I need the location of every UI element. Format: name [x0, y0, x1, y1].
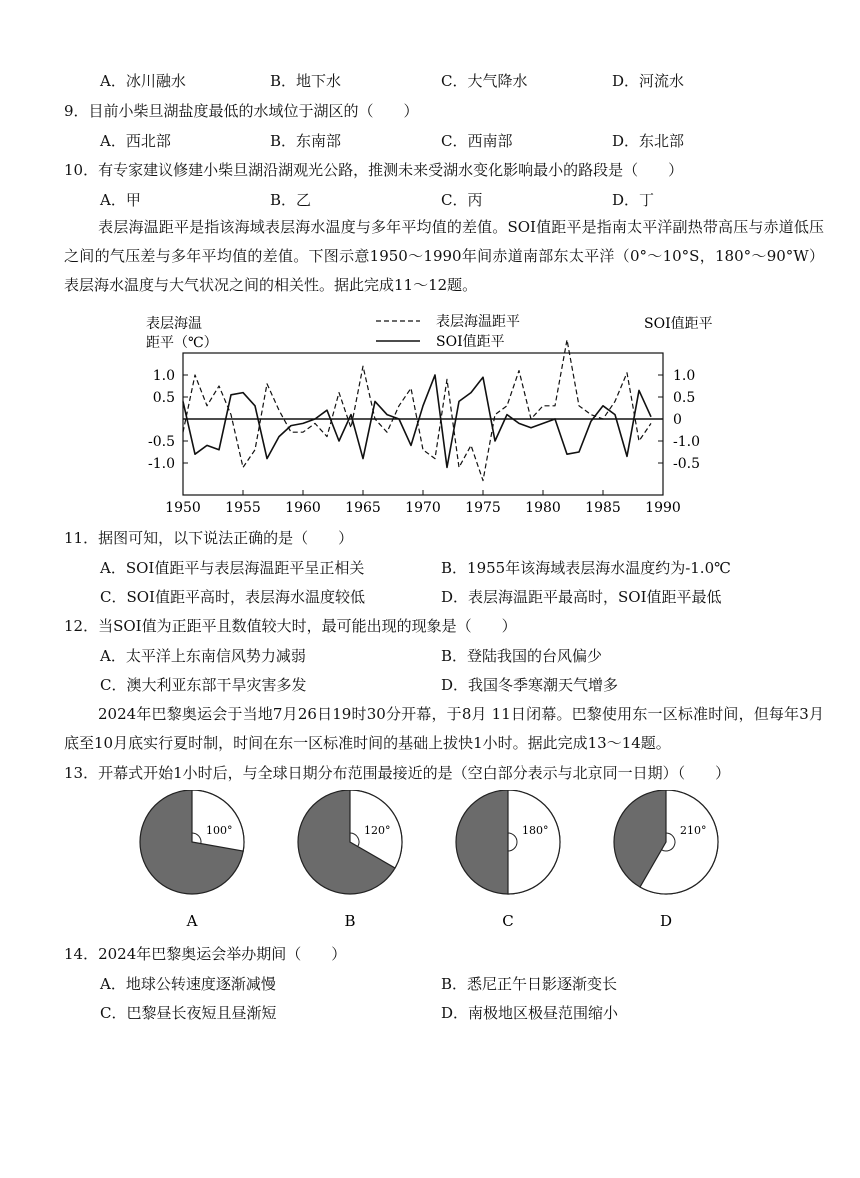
q10-option-c: C．丙 — [441, 191, 483, 209]
q9-option-c: C．西南部 — [441, 132, 513, 150]
q14-option-c: C．巴黎昼长夜短且昼渐短 — [100, 1004, 277, 1022]
q10-option-b: B．乙 — [270, 191, 312, 209]
q9-option-d: D．东北部 — [612, 132, 685, 150]
q11-stem: 11．据图可知，以下说法正确的是（ ） — [64, 529, 354, 547]
legend-soi: SOI值距平 — [436, 334, 505, 350]
x-tick-label: 1985 — [585, 500, 621, 516]
x-tick-label: 1955 — [225, 500, 261, 516]
left-axis-title-1: 表层海温 — [146, 316, 202, 332]
q12-option-b: B．登陆我国的台风偏少 — [441, 647, 603, 665]
q10-option-a: A．甲 — [100, 191, 141, 209]
pie-c-white-sector — [508, 790, 560, 894]
legend-sst: 表层海温距平 — [436, 314, 520, 330]
q11-option-a: A．SOI值距平与表层海温距平呈正相关 — [100, 559, 365, 577]
q11-option-b: B．1955年该海域表层海水温度约为-1.0℃ — [441, 559, 731, 577]
q10-option-d: D．丁 — [612, 191, 655, 209]
q8-option-b: B．地下水 — [270, 72, 342, 90]
left-tick-label: 0.5 — [152, 390, 175, 406]
right-tick-label: 0.5 — [673, 390, 696, 406]
plot-frame — [183, 353, 663, 495]
pie-d-option-label: D — [659, 912, 673, 930]
pie-b-option-label: B — [344, 912, 356, 930]
q11-option-d: D．表层海温距平最高时，SOI值距平最低 — [441, 588, 722, 606]
q12-option-a: A．太平洋上东南信风势力减弱 — [100, 647, 306, 665]
q14-option-a: A．地球公转速度逐渐减慢 — [100, 975, 276, 993]
q14-option-b: B．悉尼正午日影逐渐变长 — [441, 975, 618, 993]
left-tick-label: -0.5 — [148, 434, 175, 450]
x-tick-label: 1965 — [345, 500, 381, 516]
pie-c-angle-label: 180° — [522, 824, 549, 837]
x-tick-label: 1980 — [525, 500, 561, 516]
q14-stem: 14．2024年巴黎奥运会举办期间（ ） — [64, 945, 347, 963]
q12-option-d: D．我国冬季寒潮天气增多 — [441, 676, 619, 694]
q14-option-d: D．南极地区极昼范围缩小 — [441, 1004, 619, 1022]
pie-a-angle-label: 100° — [206, 824, 233, 837]
q9-option-a: A．西北部 — [100, 132, 171, 150]
q11-option-c: C．SOI值距平高时，表层海水温度较低 — [100, 588, 365, 606]
right-tick-label: -0.5 — [673, 456, 700, 472]
x-tick-label: 1975 — [465, 500, 501, 516]
q10-stem: 10．有专家建议修建小柴旦湖沿湖观光公路，推测未来受湖水变化影响最小的路段是（ ） — [64, 161, 684, 179]
q9-stem: 9．目前小柴旦湖盐度最低的水域位于湖区的（ ） — [64, 102, 419, 120]
passage-13-14-text: 2024年巴黎奥运会于当地7月26日19时30分开幕，于8月 11日闭幕。巴黎使用东一区标准时间，但每年3月底至10月底实行夏时制，时间在东一区标准时间的基础上拔快1小时。据此完成13～14题。 — [64, 705, 824, 752]
q13-pie-options — [0, 790, 860, 940]
plot-area — [148, 340, 700, 516]
left-axis-title-2: 距平（℃） — [146, 335, 218, 351]
q12-stem: 12．当SOI值为正距平且数值较大时，最可能出现的现象是（ ） — [64, 617, 517, 635]
pie-a-white-sector — [192, 790, 244, 851]
passage-11-12-text: 表层海温距平是指该海域表层海水温度与多年平均值的差值。SOI值距平是指南太平洋副热带高压与赤道低压之间的气压差与多年平均值的差值。下图示意1950～1990年间赤道南部东太平洋（0°～10°S，180°～90°W）表层海水温度与大气状况之间的相关性。据此完成11～12题。 — [64, 218, 824, 294]
pie-b-angle-label: 120° — [364, 824, 391, 837]
x-tick-label: 1960 — [285, 500, 321, 516]
right-tick-label: -1.0 — [673, 434, 700, 450]
passage-13-14 — [64, 700, 824, 758]
q8-option-d: D．河流水 — [612, 72, 685, 90]
sst-soi-line-chart — [0, 305, 860, 525]
q9-option-b: B．东南部 — [270, 132, 342, 150]
right-axis-title: SOI值距平 — [644, 316, 713, 332]
q8-option-c: C．大气降水 — [441, 72, 528, 90]
x-tick-label: 1950 — [165, 500, 201, 516]
left-tick-label: -1.0 — [148, 456, 175, 472]
q13-stem: 13．开幕式开始1小时后，与全球日期分布范围最接近的是（空白部分表示与北京同一日期）（ ） — [64, 764, 731, 782]
pie-a-option-label: A — [186, 912, 198, 930]
q8-option-a: A．冰川融水 — [100, 72, 186, 90]
right-tick-label: 1.0 — [673, 368, 696, 384]
passage-11-12 — [64, 213, 824, 300]
pie-c-option-label: C — [502, 912, 514, 930]
pie-d-angle-label: 210° — [680, 824, 707, 837]
left-tick-label: 1.0 — [152, 368, 175, 384]
right-tick-label: 0 — [673, 412, 682, 428]
series-sst-line — [183, 340, 651, 481]
x-tick-label: 1970 — [405, 500, 441, 516]
x-tick-label: 1990 — [645, 500, 681, 516]
q12-option-c: C．澳大利亚东部干旱灾害多发 — [100, 676, 307, 694]
